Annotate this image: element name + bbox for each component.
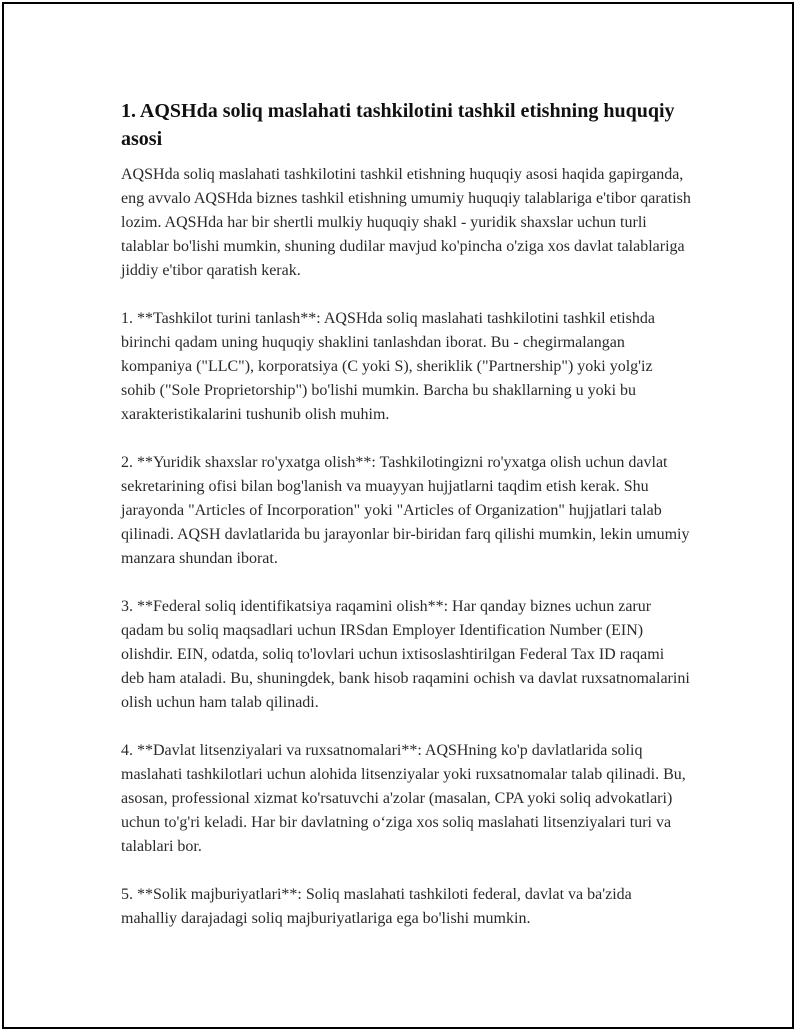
- intro-paragraph: AQSHda soliq maslahati tashkilotini tashkil etishning huquqiy asosi haqida gapirganda, eng avvalo AQSHda biznes tashkil etishning umumiy huquqiy talablariga e'tibor qaratish lozim. AQSHda har bir shertli mulkiy huquqiy shakl - yuridik shaxslar uchun turli talablar bo'lishi mumkin, shuning dudilar mavjud ko'pincha o'ziga xos davlat talablariga jiddiy e'tibor qaratish kerak.: [121, 166, 691, 279]
- paragraph-registration: 2. **Yuridik shaxslar ro'yxatga olish**: Tashkilotingizni ro'yxatga olish uchun davlat sekretarining ofisi bilan bog'lanish va muayyan hujjatlarni taqdim etish kerak. Shu jarayonda "Articles of Incorporation" yoki "Articles of Organization" hujjatlari talab qilinadi. AQSH davlatlarida bu jarayonlar bir-biridan farq qilishi mumkin, lekin umumiy manzara shundan iborat.: [121, 454, 690, 567]
- paragraph-tax-obligations: 5. **Solik majburiyatlari**: Soliq maslahati tashkiloti federal, davlat va ba'zida mahalliy darajadagi soliq majburiyatlariga ega bo'lishi mumkin.: [121, 886, 632, 927]
- paragraph-federal-ein: 3. **Federal soliq identifikatsiya raqamini olish**: Har qanday biznes uchun zarur qadam bu soliq maqsadlari uchun IRSdan Employer Identification Number (EIN) olishdir. EIN, odatda, soliq to'lovlari uchun ixtisoslashtirilgan Federal Tax ID raqami deb ham ataladi. Bu, shuningdek, bank hisob raqamini ochish va davlat ruxsatnomalarini olish uchun ham talab qilinadi.: [121, 598, 690, 711]
- page-frame: [2, 2, 794, 1029]
- document-body: [121, 97, 691, 931]
- paragraph-state-licenses: 4. **Davlat litsenziyalari va ruxsatnomalari**: AQSHning ko'p davlatlarida soliq maslahati tashkilotlari uchun alohida litsenziyalar yoki ruxsatnomalar talab qilinadi. Bu, asosan, professional xizmat ko'rsatuvchi a'zolar (masalan, CPA yoki soliq advokatlari) uchun to'g'ri keladi. Har bir davlatning o‘ziga xos soliq maslahati litsenziyalari turi va talablari bor.: [121, 742, 686, 855]
- paragraph-organization-type: 1. **Tashkilot turini tanlash**: AQSHda soliq maslahati tashkilotini tashkil etishda birinchi qadam uning huquqiy shaklini tanlashdan iborat. Bu - chegirmalangan kompaniya ("LLC"), korporatsiya (C yoki S), sheriklik ("Partnership") yoki yolg'iz sohib ("Sole Proprietorship") bo'lishi mumkin. Barcha bu shakllarning u yoki bu xarakteristikalarini tushunib olish muhim.: [121, 310, 655, 423]
- document-title: 1. AQSHda soliq maslahati tashkilotini tashkil etishning huquqiy asosi: [121, 100, 675, 150]
